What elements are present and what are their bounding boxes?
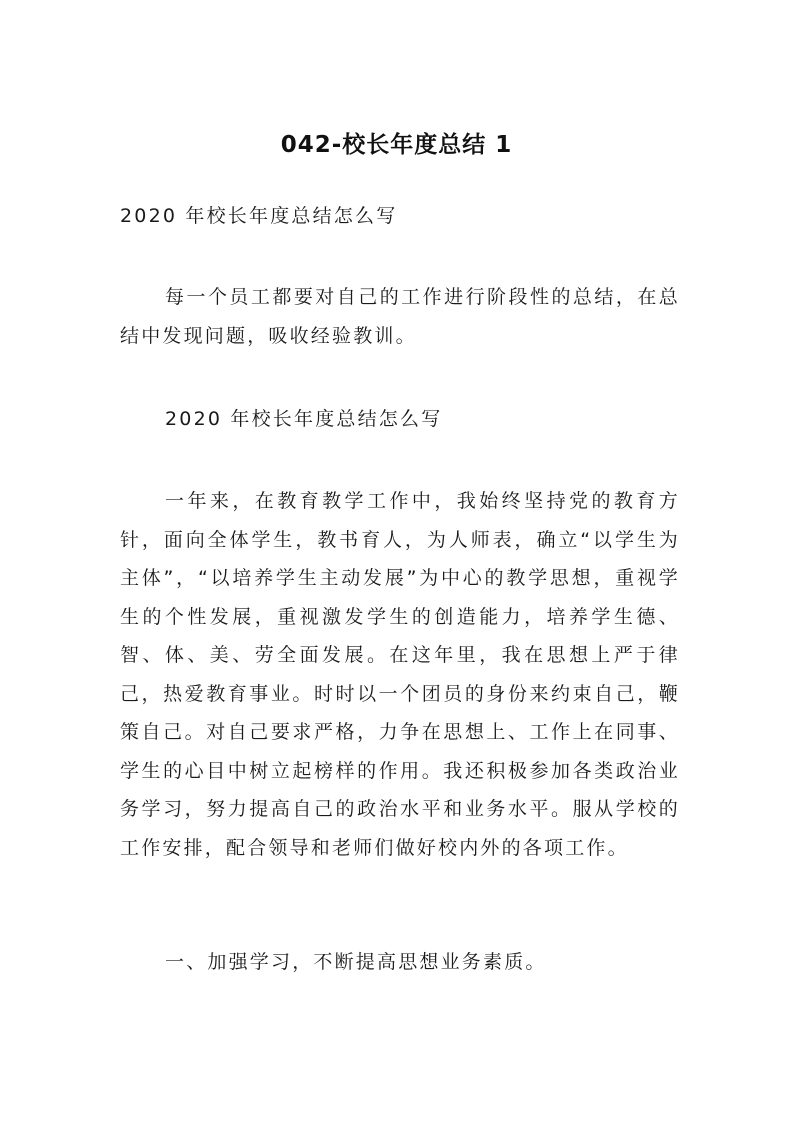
subtitle-paragraph: 2020 年校长年度总结怎么写 <box>120 205 398 227</box>
body-paragraph: 一年来，在教育教学工作中，我始终坚持党的教育方针，面向全体学生，教书育人，为人师表，确立“以学生为主体”，“以培养学生主动发展”为中心的教学思想，重视学生的个性发展，重视激发学生的创造能力，培养学生德、智、体、美、劳全面发展。在这年里，我在思想上严于律己，热爱教育事业。时时以一个团员的身份来约束自己，鞭策自己。对自己要求严格，力争在思想上、工作上在同事、学生的心目中树立起榜样的作用。我还积极参加各类政治业务学习，努力提高自己的政治水平和业务水平。服从学校的工作安排，配合领导和老师们做好校内外的各项工作。 <box>120 490 680 859</box>
section-heading-paragraph: 2020 年校长年度总结怎么写 <box>165 408 443 430</box>
intro-paragraph: 每一个员工都要对自己的工作进行阶段性的总结，在总结中发现问题，吸收经验教训。 <box>120 286 680 347</box>
section-one-heading: 一、加强学习，不断提高思想业务素质。 <box>165 951 547 973</box>
document-title: 042-校长年度总结 1 <box>280 132 513 158</box>
